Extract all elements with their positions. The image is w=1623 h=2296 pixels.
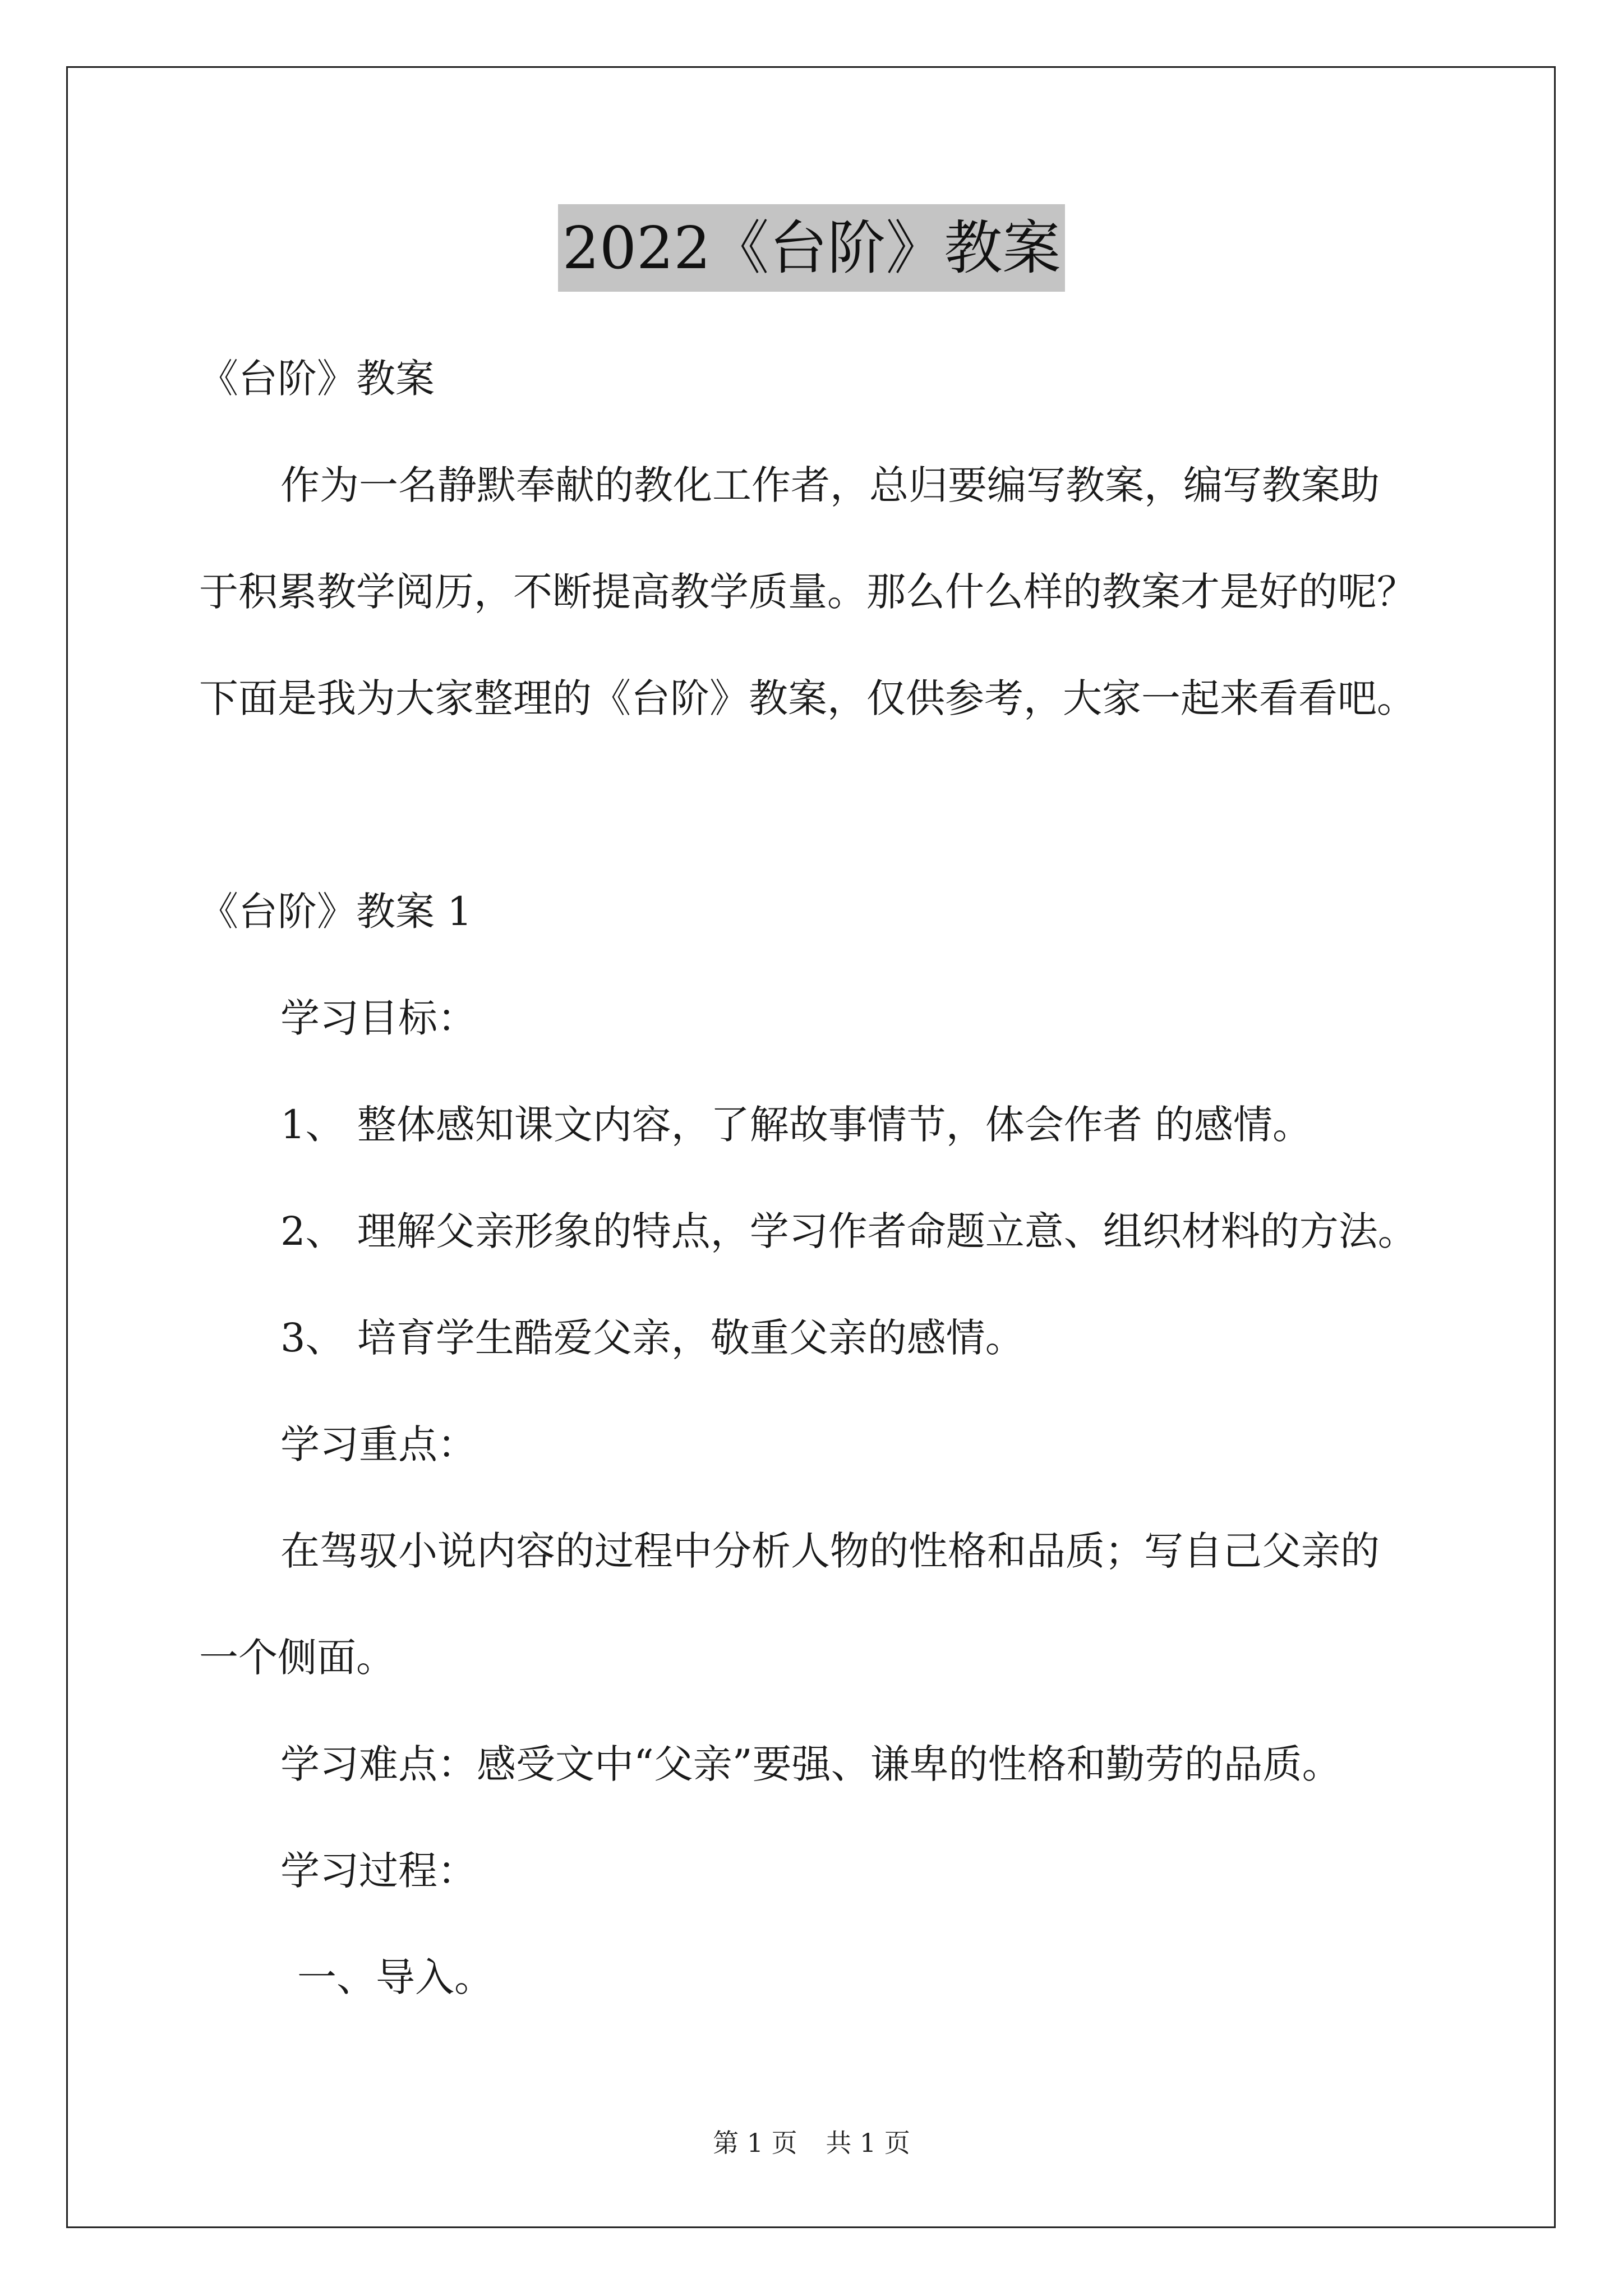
goal-item-2: 2、 理解父亲形象的特点，学习作者命题立意、组织材料的方法。 [280,1208,1417,1254]
process-label: 学习过程： [280,1848,477,1894]
intro-line-2: 于积累教学阅历，不断提高教学质量。那么什么样的教案才是好的呢？ [199,569,1416,615]
goal-item-3: 3、 培育学生酷爱父亲，敬重父亲的感情。 [280,1315,1025,1361]
key-line-1: 在驾驭小说内容的过程中分析人物的性格和品质；写自己父亲的 [280,1528,1380,1574]
difficulty-line: 学习难点：感受文中“父亲”要强、谦卑的性格和勤劳的品质。 [280,1741,1341,1787]
intro-line-1: 作为一名静默奉献的教化工作者，总归要编写教案，编写教案助 [280,462,1380,508]
intro-line-3: 下面是我为大家整理的《台阶》教案，仅供参考，大家一起来看看吧。 [199,675,1416,721]
goal-item-1: 1、 整体感知课文内容，了解故事情节，体会作者 的感情。 [280,1102,1312,1148]
section-heading: 《台阶》教案 1 [199,889,472,935]
page-total: 共 1 页 [826,2128,910,2158]
key-line-2: 一个侧面。 [199,1635,395,1681]
intro-heading: 《台阶》教案 [199,356,435,402]
title-container [0,204,1623,292]
step-one: 一、导入。 [297,1954,494,2000]
key-label: 学习重点： [280,1421,477,1467]
page-footer [0,2126,1623,2160]
goals-label: 学习目标： [280,995,477,1041]
document-title: 2022《台阶》教案 [558,204,1066,292]
page-number: 第 1 页 [713,2128,797,2158]
